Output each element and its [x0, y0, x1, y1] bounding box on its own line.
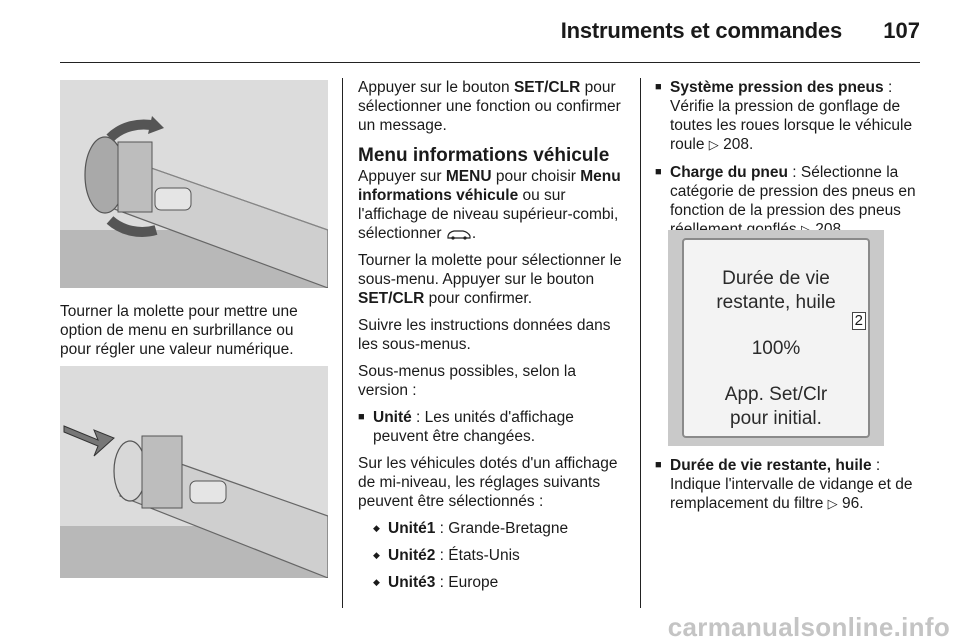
- paragraph-instructions: Suivre les instructions données dans les sous-menus.: [358, 317, 611, 353]
- display-line-4: App. Set/Clr: [724, 384, 828, 405]
- list-item-unite3: ◆ Unité3 : Europe: [373, 573, 628, 592]
- caption-wheel: Tourner la molette pour mettre une option de menu en surbrillance ou pour régler une valeur numérique.: [60, 303, 298, 358]
- paragraph-menu: Appuyer sur MENU pour choisir Menu informations véhicule ou sur l'affichage de niveau supérieur-combi, sélectionner .: [358, 168, 621, 242]
- list-item-oil-life: ■ Durée de vie restante, huile : Indique l'intervalle de vidange et de remplacement du filtre ▷ 96.: [655, 456, 927, 514]
- display-line-5: pour initial.: [730, 408, 822, 429]
- page-header: [0, 0, 960, 64]
- oil-life-display: [682, 238, 870, 438]
- display-value: 100%: [751, 338, 801, 359]
- paragraph-set-clr: Appuyer sur le bouton SET/CLR pour sélectionner une fonction ou confirmer un message.: [358, 79, 621, 134]
- list-item-tire-load: ■ Charge du pneu : Sélectionne la catégorie de pression des pneus en fonction de la pression des pneus: [655, 163, 927, 240]
- stalk-wheel-illustration: [60, 80, 328, 288]
- page-ref-arrow-icon: ▷: [827, 497, 838, 512]
- stalk-button-illustration: [60, 366, 328, 578]
- display-line-1: Durée de vie: [722, 268, 830, 289]
- display-line-2: restante, huile: [716, 292, 836, 313]
- list-item-tire-pressure: ■ Système pression des pneus : Vérifie la pression de gonflage de toutes les roues lorsque le véhicule roule ▷ 208.: [655, 78, 927, 155]
- car-icon: [446, 228, 472, 240]
- stalk-button-drawing: [60, 366, 328, 578]
- page-title: Instruments et commandes: [560, 18, 842, 43]
- page-ref-arrow-icon: ▷: [708, 138, 719, 153]
- page-number: 107: [883, 18, 920, 43]
- list-item-unite2: ◆ Unité2 : États-Unis: [373, 546, 628, 565]
- header-rule: [60, 62, 920, 63]
- watermark: carmanualsonline.info: [667, 612, 950, 642]
- paragraph-wheel: Tourner la molette pour sélectionner le sous-menu. Appuyer sur le bouton SET/CLR pour confirmer.: [358, 252, 622, 307]
- stalk-wheel-drawing: [60, 80, 328, 288]
- section-heading: Menu informations véhicule: [358, 145, 610, 166]
- display-page-badge: 2: [852, 312, 866, 330]
- list-item-unite: ■ Unité : Les unités d'affichage peuvent être changées.: [358, 408, 628, 446]
- column-divider-1: [342, 78, 343, 608]
- list-item-unite1: ◆ Unité1 : Grande-Bretagne: [373, 519, 628, 538]
- paragraph-submenus: Sous-menus possibles, selon la version :: [358, 363, 576, 399]
- paragraph-midlevel: Sur les véhicules dotés d'un affichage de mi-niveau, les réglages suivants peuvent être sélectionnés :: [358, 455, 618, 510]
- column-divider-2: [640, 78, 641, 608]
